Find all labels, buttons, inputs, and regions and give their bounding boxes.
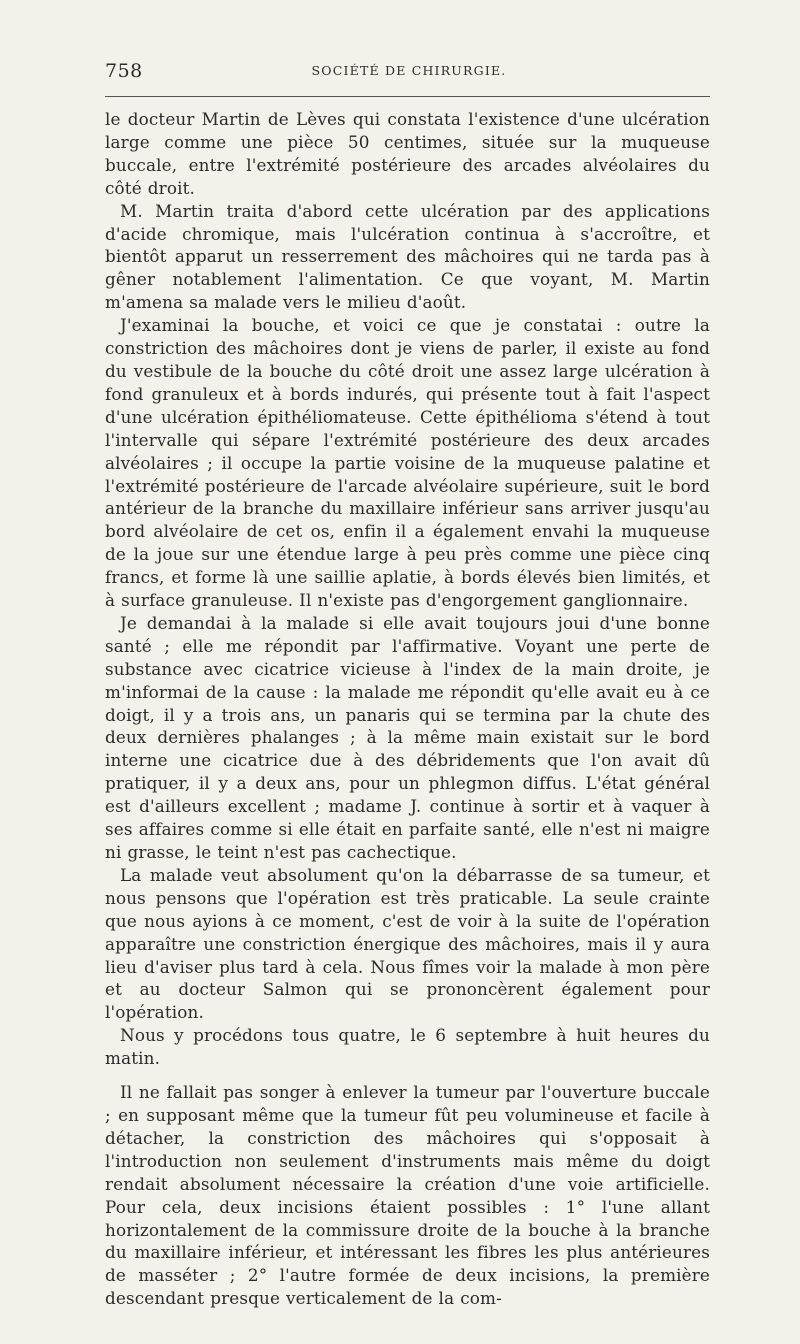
- running-head: SOCIÉTÉ DE CHIRURGIE.: [311, 63, 507, 78]
- paragraph: La malade veut absolument qu'on la débarrasse de sa tumeur, et nous pensons que l'opération est très praticable. La seule crainte que nous ayions à ce moment, c'est de voir à la suite de l'opération apparaître une constriction énergique des mâchoires, mais il y aura lieu d'aviser plus tard à cela. Nous fîmes voir la malade à mon père et au docteur Salmon qui se prononcèrent également pour l'opération.: [105, 864, 710, 1023]
- paragraph: M. Martin traita d'abord cette ulcération par des applications d'acide chromique, mais l'ulcération continua à s'accroître, et bientôt apparut un resserrement des mâchoires qui ne tarda pas à gêner notablement l'alimentation. Ce que voyant, M. Martin m'amena sa malade vers le milieu d'août.: [105, 200, 710, 313]
- body-text: [105, 108, 710, 1310]
- paragraph: Je demandai à la malade si elle avait toujours joui d'une bonne santé ; elle me répondit par l'affirmative. Voyant une perte de substance avec cicatrice vicieuse à l'index de la main droite, je m'informai de la cause : la malade me répondit qu'elle avait eu à ce doigt, il y a trois ans, un panaris qui se termina par la chute des deux dernières phalanges ; à la même main existait sur le bord interne une cicatrice due à des débridements que l'on avait dû pratiquer, il y a deux ans, pour un phlegmon diffus. L'état général est d'ailleurs excellent ; madame J. continue à sortir et à vaquer à ses affaires comme si elle était en parfaite santé, elle n'est ni maigre ni grasse, le teint n'est pas cachectique.: [105, 612, 710, 862]
- header-rule: [105, 96, 710, 97]
- paragraph: Il ne fallait pas songer à enlever la tumeur par l'ouverture buccale ; en supposant même que la tumeur fût peu volumineuse et facile à détacher, la constriction des mâchoires qui s'opposait à l'introduction non seulement d'instruments mais même du doigt rendait absolument nécessaire la création d'une voie artificielle. Pour cela, deux incisions étaient possibles : 1° l'une allant horizontalement de la commissure droite de la bouche à la branche du maxillaire inférieur, et intéressant les fibres les plus antérieures de masséter ; 2° l'autre formée de deux incisions, la première descendant presque verticalement de la com-: [105, 1082, 710, 1309]
- paragraph: Nous y procédons tous quatre, le 6 septembre à huit heures du matin.: [105, 1025, 710, 1069]
- paragraph: J'examinai la bouche, et voici ce que je constatai : outre la constriction des mâchoires dont je viens de parler, il existe au fond du vestibule de la bouche du côté droit une assez large ulcération à fond granuleux et à bords indurés, qui présente tout à fait l'aspect d'une ulcération épithéliomateuse. Cette épithélioma s'étend à tout l'intervalle qui sépare l'extrémité postérieure des deux arcades alvéolaires ; il occupe la partie voisine de la muqueuse palatine et l'extrémité postérieure de l'arcade alvéolaire supérieure, suit le bord antérieur de la branche du maxillaire inférieur sans arriver jusqu'au bord alvéolaire de cet os, enfin il a également envahi la muqueuse de la joue sur une étendue large à peu près comme une pièce cinq francs, et forme là une saillie aplatie, à bords élevés bien limités, et à surface granuleuse. Il n'existe pas d'engorgement ganglionnaire.: [105, 315, 710, 611]
- paragraph: le docteur Martin de Lèves qui constata l'existence d'une ulcération large comme une pièce 50 centimes, située sur la muqueuse buccale, entre l'extrémité postérieure des arcades alvéolaires du côté droit.: [105, 109, 710, 198]
- page-number: 758: [105, 60, 143, 82]
